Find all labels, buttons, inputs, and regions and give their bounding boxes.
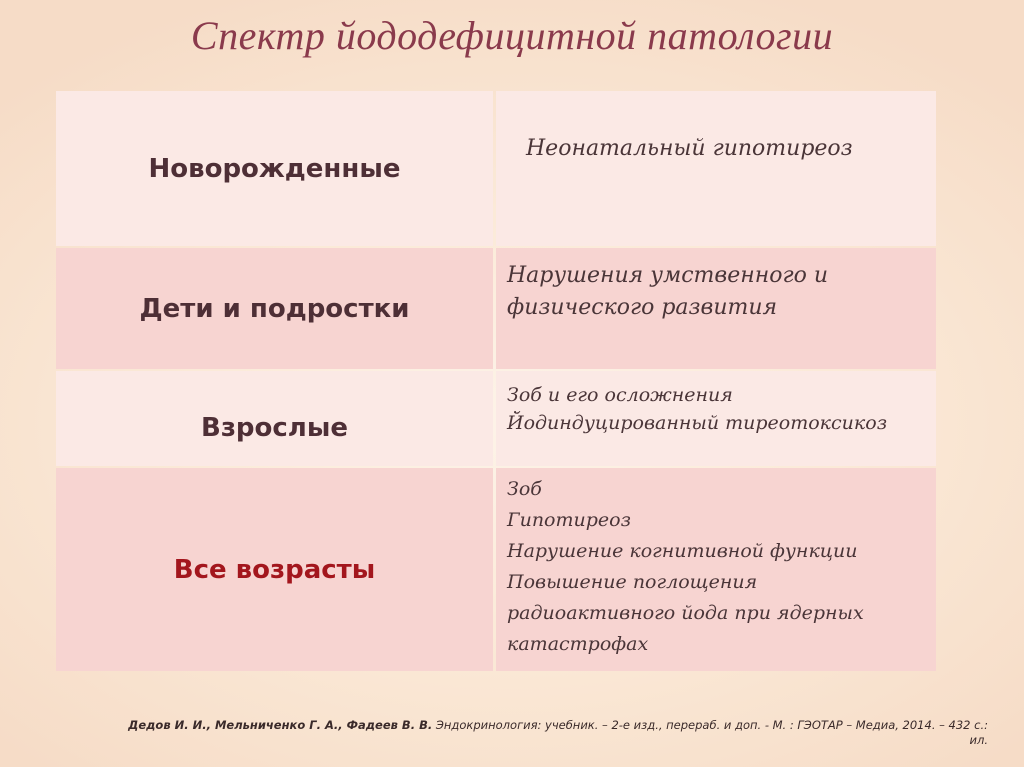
age-group-children: Дети и подростки [139, 293, 410, 324]
table-row [56, 371, 936, 466]
citation-authors: Дедов И. И., Мельниченко Г. А., Фадеев В. В. [128, 718, 433, 732]
condition-item: Повышение поглощения [507, 571, 758, 593]
pathology-table [56, 91, 936, 671]
condition-item: физического развития [507, 295, 778, 320]
condition-item: Нарушения умственного и [507, 263, 828, 288]
condition-item: Зоб и его осложнения [507, 384, 733, 406]
condition-item: Гипотиреоз [507, 509, 631, 531]
age-group-cell [56, 468, 493, 671]
conditions-cell [496, 91, 936, 246]
age-group-cell [56, 91, 493, 246]
table-row [56, 91, 936, 246]
citation-reference: Эндокринология: учебник. – 2-е изд., перераб. и доп. - М. : ГЭОТАР – Медиа, 2014. – 432 с.: [432, 718, 988, 732]
conditions-cell [496, 371, 936, 466]
table-row [56, 248, 936, 369]
slide-title: Спектр йододефицитной патологии [190, 13, 834, 58]
conditions-cell [496, 248, 936, 369]
age-group-cell [56, 371, 493, 466]
citation-line-2: ил. [969, 733, 988, 747]
condition-item: Нарушение когнитивной функции [507, 540, 858, 562]
citation-line [128, 718, 988, 733]
condition-item: Йодиндуцированный тиреотоксикоз [507, 412, 888, 434]
condition-item: радиоактивного йода при ядерных [507, 602, 864, 624]
table-row [56, 468, 936, 671]
condition-item: Неонатальный гипотиреоз [526, 136, 853, 161]
condition-item: катастрофах [507, 633, 649, 655]
age-group-newborns: Новорожденные [148, 153, 401, 184]
conditions-cell [496, 468, 936, 671]
age-group-cell [56, 248, 493, 369]
age-group-adults: Взрослые [201, 413, 348, 443]
condition-item: Зоб [507, 478, 542, 500]
citation [128, 718, 988, 748]
age-group-all-ages: Все возрасты [173, 554, 376, 585]
